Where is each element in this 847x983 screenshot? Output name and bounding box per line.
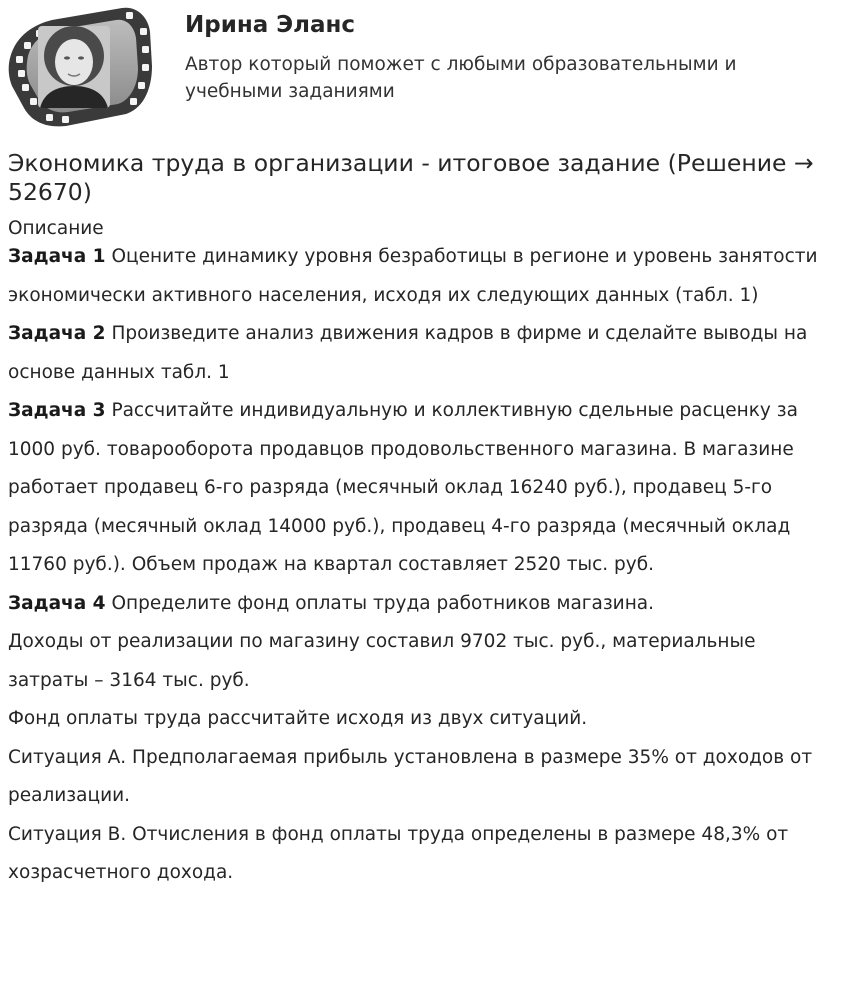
task-3 bbox=[8, 392, 818, 585]
task-3-text: Рассчитайте индивидуальную и коллективную сдельные расценку за 1000 руб. товарооборота продавцов продовольственного магазина. В магазине работает продавец 6-го разряда (месячный оклад 16240 руб.), продавец 5-го разряда (месячный оклад 14000 руб.), продавец 4-го разряда (месячный оклад 11760 руб.). Объем продаж на квартал составляет 2520 тыс. руб. bbox=[8, 400, 798, 575]
task-2 bbox=[8, 315, 818, 392]
film-frame-avatar-icon[interactable] bbox=[6, 6, 152, 128]
task-3-label: Задача 3 bbox=[8, 400, 106, 421]
paragraph-situation-a: Ситуация А. Предполагаемая прибыль установлена в размере 35% от доходов от реализации. bbox=[8, 746, 813, 806]
paragraph-wage-fund: Фонд оплаты труда рассчитайте исходя из двух ситуаций. bbox=[8, 708, 588, 729]
task-1-text: Оцените динамику уровня безработицы в регионе и уровень занятости экономически активного населения, исходя их следующих данных (табл. 1) bbox=[8, 246, 818, 306]
task-2-label: Задача 2 bbox=[8, 323, 106, 344]
task-1-label: Задача 1 bbox=[8, 246, 106, 267]
description-content bbox=[8, 238, 818, 893]
task-4-label: Задача 4 bbox=[8, 592, 106, 614]
author-name[interactable]: Ирина Эланс bbox=[185, 12, 356, 38]
task-4-text: Определите фонд оплаты труда работников магазина. bbox=[105, 592, 655, 614]
author-description: Автор который поможет с любыми образовательными и учебными заданиями bbox=[185, 54, 737, 102]
task-1 bbox=[8, 238, 818, 315]
task-4 bbox=[8, 585, 818, 624]
paragraph-income: Доходы от реализации по магазину составил 9702 тыс. руб., материальные затраты – 3164 тыс. руб. bbox=[8, 631, 756, 691]
author-card bbox=[0, 0, 847, 140]
document-title: Экономика труда в организации - итоговое задание (Решение → 52670) bbox=[8, 149, 814, 206]
description-label: Описание bbox=[8, 218, 104, 239]
paragraph-situation-b: Ситуация В. Отчисления в фонд оплаты труда определены в размере 48,3% от хозрасчетного дохода. bbox=[8, 823, 789, 883]
task-2-text: Произведите анализ движения кадров в фирме и сделайте выводы на основе данных табл. 1 bbox=[8, 323, 808, 383]
